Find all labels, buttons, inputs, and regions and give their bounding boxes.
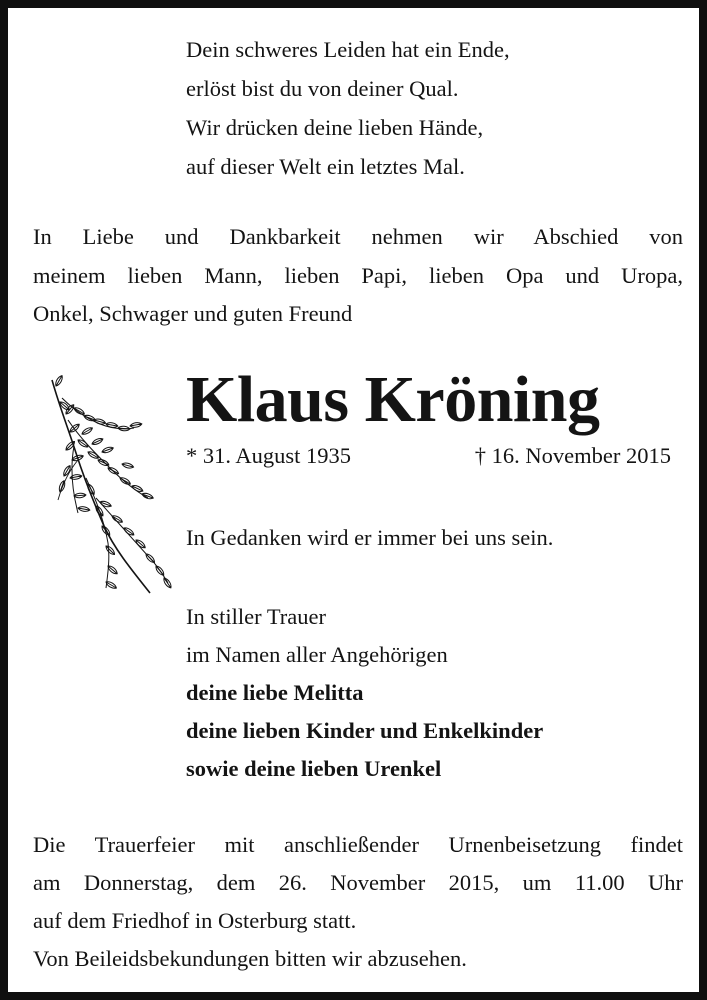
memorial-line: In Gedanken wird er immer bei uns sein. (186, 525, 554, 550)
intro-line: Onkel, Schwager und guten Freund (33, 301, 353, 326)
funeral-line: am Donnerstag, dem 26. November 2015, um 11.00 Uhr (33, 870, 683, 895)
funeral-line: auf dem Friedhof in Osterburg statt. (33, 908, 357, 933)
funeral-line: Die Trauerfeier mit anschließender Urnenbeisetzung findet (33, 832, 683, 857)
funeral-details (33, 826, 683, 978)
mourner-name: deine liebe Melitta (186, 680, 364, 705)
farewell-intro (33, 218, 683, 334)
mourners-intro-line: In stiller Trauer (186, 604, 326, 629)
birth-date: * 31. August 1935 (186, 443, 352, 468)
poem-line: Wir drücken deine lieben Hände, (186, 115, 484, 140)
mourner-name: sowie deine lieben Urenkel (186, 756, 442, 781)
intro-line: In Liebe und Dankbarkeit nehmen wir Abschied von (33, 224, 683, 249)
deceased-name: Klaus Kröning (186, 363, 600, 436)
poem-line: auf dieser Welt ein letztes Mal. (186, 154, 465, 179)
mourners (186, 598, 543, 788)
poem-line: erlöst bist du von deiner Qual. (186, 76, 459, 101)
intro-line: meinem lieben Mann, lieben Papi, lieben Opa und Uropa, (33, 262, 683, 288)
poem (186, 30, 510, 186)
death-date: † 16. November 2015 (474, 443, 671, 468)
poem-line: Dein schweres Leiden hat ein Ende, (186, 37, 510, 62)
funeral-line: Von Beileidsbekundungen bitten wir abzusehen. (33, 946, 467, 971)
mourners-intro-line: im Namen aller Angehörigen (186, 642, 448, 667)
mourner-name: deine lieben Kinder und Enkelkinder (186, 718, 544, 743)
willow-branch-icon (38, 368, 188, 613)
